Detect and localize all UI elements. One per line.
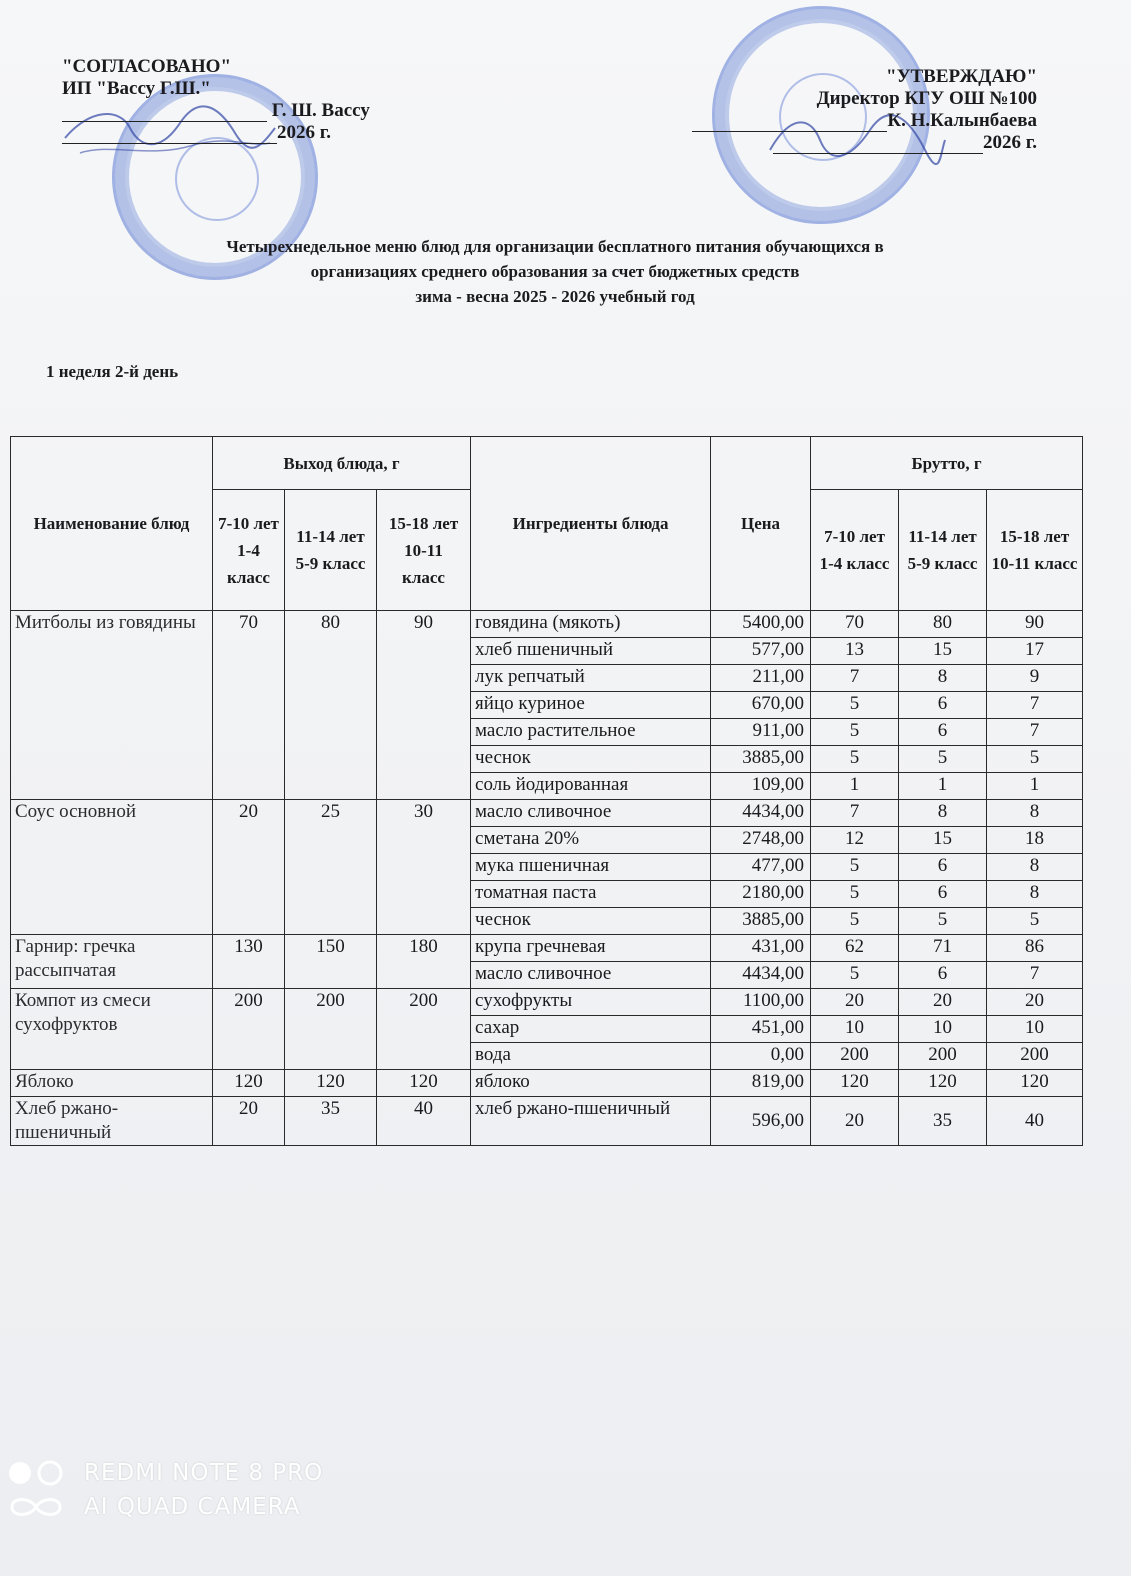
table-row (11, 1097, 1083, 1146)
ingredient-name: сахар (471, 1016, 711, 1043)
ingredient-gross-1: 13 (811, 638, 899, 665)
header-gross-col-2: 11-14 лет 5-9 класс (899, 490, 987, 611)
header-yield-col-2: 11-14 лет 5-9 класс (285, 490, 377, 611)
dish-name: Митболы из говядины (11, 611, 213, 800)
ingredient-price: 477,00 (711, 854, 811, 881)
ingredient-price: 3885,00 (711, 908, 811, 935)
ingredient-gross-3: 9 (987, 665, 1083, 692)
header-gross-group: Брутто, г (811, 437, 1083, 490)
ingredient-gross-2: 10 (899, 1016, 987, 1043)
ingredient-gross-3: 8 (987, 881, 1083, 908)
dish-yield-2: 120 (285, 1070, 377, 1097)
ingredient-name: мука пшеничная (471, 854, 711, 881)
ingredient-price: 596,00 (711, 1097, 811, 1146)
ingredient-price: 0,00 (711, 1043, 811, 1070)
ingredient-gross-3: 17 (987, 638, 1083, 665)
camera-watermark (6, 1456, 323, 1524)
ingredient-price: 5400,00 (711, 611, 811, 638)
ingredient-gross-2: 6 (899, 692, 987, 719)
ingredient-name: крупа гречневая (471, 935, 711, 962)
ingredient-name: томатная паста (471, 881, 711, 908)
ingredient-gross-2: 15 (899, 638, 987, 665)
dish-yield-3: 200 (377, 989, 471, 1070)
ingredient-name: сметана 20% (471, 827, 711, 854)
ingredient-name: лук репчатый (471, 665, 711, 692)
ingredient-price: 431,00 (711, 935, 811, 962)
ingredient-gross-2: 6 (899, 962, 987, 989)
dish-name: Яблоко (11, 1070, 213, 1097)
ingredient-gross-1: 5 (811, 908, 899, 935)
title-line-1: Четырехнедельное меню блюд для организации бесплатного питания обучающихся в (226, 237, 884, 256)
ingredient-gross-3: 90 (987, 611, 1083, 638)
ingredient-gross-3: 7 (987, 692, 1083, 719)
ingredient-gross-3: 1 (987, 773, 1083, 800)
ingredient-price: 577,00 (711, 638, 811, 665)
ingredient-gross-3: 7 (987, 719, 1083, 746)
ingredient-name: чеснок (471, 746, 711, 773)
ingredient-name: масло растительное (471, 719, 711, 746)
agreed-org: ИП "Вассу Г.Ш." (62, 78, 211, 99)
table-row (11, 989, 1083, 1016)
ingredient-gross-1: 20 (811, 1097, 899, 1146)
ingredient-gross-3: 10 (987, 1016, 1083, 1043)
infinity-icon (6, 1493, 66, 1521)
dish-yield-2: 25 (285, 800, 377, 935)
ingredient-gross-1: 7 (811, 800, 899, 827)
table-row (11, 611, 1083, 638)
ingredient-gross-3: 5 (987, 746, 1083, 773)
ingredient-price: 819,00 (711, 1070, 811, 1097)
document-title (60, 234, 1050, 309)
ingredient-gross-2: 35 (899, 1097, 987, 1146)
table-row (11, 1070, 1083, 1097)
dish-yield-2: 150 (285, 935, 377, 989)
dish-yield-3: 180 (377, 935, 471, 989)
ingredient-gross-1: 20 (811, 989, 899, 1016)
dish-yield-1: 200 (213, 989, 285, 1070)
ingredient-gross-2: 8 (899, 665, 987, 692)
watermark-line-2: AI QUAD CAMERA (84, 1494, 301, 1520)
ingredient-name: говядина (мякоть) (471, 611, 711, 638)
ingredient-gross-2: 5 (899, 746, 987, 773)
title-line-2: организациях среднего образования за счет бюджетных средств (310, 262, 800, 281)
ingredient-gross-1: 120 (811, 1070, 899, 1097)
ingredient-price: 211,00 (711, 665, 811, 692)
ingredient-gross-1: 5 (811, 962, 899, 989)
dish-yield-3: 40 (377, 1097, 471, 1146)
ingredient-price: 1100,00 (711, 989, 811, 1016)
ingredient-gross-1: 200 (811, 1043, 899, 1070)
ingredient-gross-2: 5 (899, 908, 987, 935)
ingredient-gross-2: 1 (899, 773, 987, 800)
ingredient-gross-2: 80 (899, 611, 987, 638)
title-line-3: зима - весна 2025 - 2026 учебный год (415, 287, 695, 306)
ingredient-gross-1: 12 (811, 827, 899, 854)
ingredient-gross-1: 5 (811, 719, 899, 746)
dish-name: Хлеб ржано-пшеничный (11, 1097, 213, 1146)
ingredient-gross-2: 200 (899, 1043, 987, 1070)
ingredient-price: 2180,00 (711, 881, 811, 908)
ingredient-gross-1: 62 (811, 935, 899, 962)
agreed-signer: Г. Ш. Вассу (271, 100, 370, 121)
header-gross-col-3: 15-18 лет 10-11 класс (987, 490, 1083, 611)
menu-table-body (11, 611, 1083, 1146)
ingredient-price: 4434,00 (711, 800, 811, 827)
ingredient-gross-3: 7 (987, 962, 1083, 989)
ingredient-gross-1: 10 (811, 1016, 899, 1043)
dish-yield-1: 20 (213, 1097, 285, 1146)
dish-name: Гарнир: гречка рассыпчатая (11, 935, 213, 989)
ingredient-gross-2: 15 (899, 827, 987, 854)
table-row (11, 935, 1083, 962)
ingredient-name: сухофрукты (471, 989, 711, 1016)
ingredient-price: 4434,00 (711, 962, 811, 989)
header-dish-name: Наименование блюд (11, 437, 213, 611)
dish-name: Компот из смеси сухофруктов (11, 989, 213, 1070)
approval-block-agreed (62, 56, 370, 144)
dish-yield-2: 200 (285, 989, 377, 1070)
header-yield-group: Выход блюда, г (213, 437, 471, 490)
ingredient-gross-1: 5 (811, 746, 899, 773)
ingredient-name: масло сливочное (471, 800, 711, 827)
dish-yield-1: 70 (213, 611, 285, 800)
ingredient-name: вода (471, 1043, 711, 1070)
ingredient-price: 670,00 (711, 692, 811, 719)
ingredient-gross-1: 1 (811, 773, 899, 800)
menu-table (10, 436, 1083, 1146)
ingredient-gross-3: 200 (987, 1043, 1083, 1070)
dish-yield-2: 35 (285, 1097, 377, 1146)
ingredient-gross-2: 20 (899, 989, 987, 1016)
dish-yield-2: 80 (285, 611, 377, 800)
ingredient-gross-1: 5 (811, 854, 899, 881)
ingredient-name: хлеб пшеничный (471, 638, 711, 665)
ingredient-gross-1: 7 (811, 665, 899, 692)
ingredient-gross-2: 6 (899, 719, 987, 746)
ingredient-price: 109,00 (711, 773, 811, 800)
ingredient-price: 2748,00 (711, 827, 811, 854)
ingredient-gross-1: 5 (811, 692, 899, 719)
dish-yield-1: 120 (213, 1070, 285, 1097)
approval-block-approved (692, 66, 1037, 154)
approved-position: Директор КГУ ОШ №100 (816, 88, 1037, 109)
header-gross-col-1: 7-10 лет 1-4 класс (811, 490, 899, 611)
ingredient-gross-1: 5 (811, 881, 899, 908)
ingredient-gross-2: 8 (899, 800, 987, 827)
agreed-date: 2026 г. (277, 122, 331, 143)
ingredient-gross-3: 5 (987, 908, 1083, 935)
ingredient-gross-2: 120 (899, 1070, 987, 1097)
ingredient-gross-2: 6 (899, 881, 987, 908)
ingredient-gross-3: 40 (987, 1097, 1083, 1146)
dish-yield-1: 20 (213, 800, 285, 935)
dish-yield-1: 130 (213, 935, 285, 989)
dish-yield-3: 30 (377, 800, 471, 935)
ingredient-name: соль йодированная (471, 773, 711, 800)
ingredient-price: 911,00 (711, 719, 811, 746)
ingredient-gross-3: 8 (987, 800, 1083, 827)
dish-yield-3: 120 (377, 1070, 471, 1097)
ingredient-name: яблоко (471, 1070, 711, 1097)
ingredient-price: 451,00 (711, 1016, 811, 1043)
ingredient-gross-3: 8 (987, 854, 1083, 881)
ingredient-name: чеснок (471, 908, 711, 935)
approved-signer: К. Н.Калынбаева (887, 110, 1037, 131)
table-row (11, 800, 1083, 827)
dual-circle-icon (6, 1459, 66, 1487)
ingredient-gross-2: 6 (899, 854, 987, 881)
dish-name: Соус основной (11, 800, 213, 935)
agreed-label: "СОГЛАСОВАНО" (62, 56, 232, 77)
approved-date: 2026 г. (983, 132, 1037, 153)
ingredient-gross-1: 70 (811, 611, 899, 638)
ingredient-name: яйцо куриное (471, 692, 711, 719)
ingredient-gross-3: 86 (987, 935, 1083, 962)
header-ingredients: Ингредиенты блюда (471, 437, 711, 611)
ingredient-gross-2: 71 (899, 935, 987, 962)
ingredient-name: хлеб ржано-пшеничный (471, 1097, 711, 1146)
ingredient-gross-3: 18 (987, 827, 1083, 854)
approved-label: "УТВЕРЖДАЮ" (886, 66, 1037, 87)
header-price: Цена (711, 437, 811, 611)
ingredient-gross-3: 120 (987, 1070, 1083, 1097)
ingredient-name: масло сливочное (471, 962, 711, 989)
header-yield-col-3: 15-18 лет 10-11 класс (377, 490, 471, 611)
header-yield-col-1: 7-10 лет 1-4 класс (213, 490, 285, 611)
watermark-line-1: REDMI NOTE 8 PRO (84, 1460, 324, 1486)
dish-yield-3: 90 (377, 611, 471, 800)
week-day-label: 1 неделя 2-й день (46, 362, 179, 381)
ingredient-gross-3: 20 (987, 989, 1083, 1016)
ingredient-price: 3885,00 (711, 746, 811, 773)
